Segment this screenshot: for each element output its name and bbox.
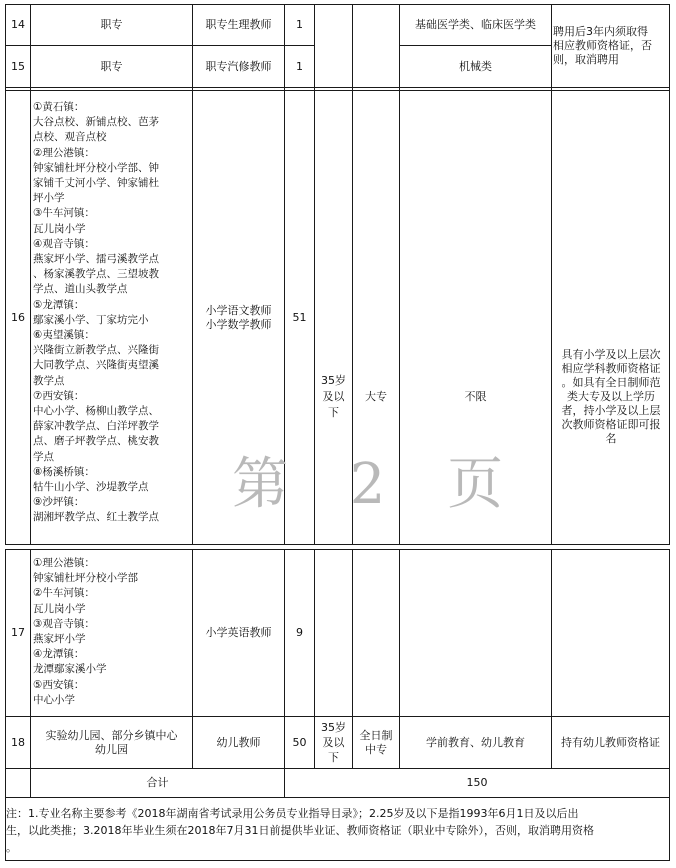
major-cell: 基础医学类、临床医学类 — [415, 18, 536, 31]
row-number: 17 — [11, 626, 25, 639]
count-cell: 50 — [292, 735, 307, 749]
row-number: 14 — [11, 18, 25, 31]
age-cell: 35岁 及以 下 — [321, 374, 346, 419]
major-cell: 不限 — [464, 390, 487, 403]
row-divider — [5, 797, 670, 798]
major-cell: 学前教育、幼儿教育 — [426, 735, 525, 749]
location-cell: ①黄石镇： 大谷点校、新铺点校、芭茅 点校、观音点校 ②理公港镇： 钟家铺杜坪分校小学部、钟 家铺千丈河小学、钟家铺杜 坪小学 ③牛车河镇： 瓦儿岗小学 ④观音寺镇： 燕家坪小学、擂弓溪教学点 、杨家溪教学点、三望坡教 学点、道山头教学点 ⑤龙潭镇： 鄢家溪小学、丁家坊完小 ⑥夷望溪镇： 兴隆街立新教学点、兴隆街 大同教学点、兴隆街夷望溪 教学点 ⑦西安镇： 中心小学、杨柳山教学点、 薛家冲教学点、白洋坪教学 点、磨子坪教学点、桃安教 学点 ⑧杨溪桥镇： 牯牛山小学、沙堤教学点 ⑨沙坪镇： 湖湘坪教学点、红土教学点 — [33, 101, 159, 524]
row-number: 15 — [11, 59, 25, 73]
table-border — [5, 860, 670, 861]
education-cell: 全日制 中专 — [359, 728, 393, 756]
count-cell: 9 — [296, 626, 303, 639]
row-number: 16 — [11, 310, 25, 324]
education-cell: 大专 — [365, 390, 387, 403]
total-value: 150 — [466, 776, 488, 789]
post-cell: 小学语文教师 小学数学教师 — [205, 303, 272, 331]
post-cell: 职专生理教师 — [205, 18, 272, 31]
col-divider — [551, 4, 552, 545]
other-requirement-cell: 具有小学及以上层次 相应学科教师资格证 。如具有全日制师范 类大专及以上学历 者，持小学及以上层 次教师资格证即可报 名 — [561, 348, 661, 445]
col-divider — [669, 4, 670, 545]
post-cell: 小学英语教师 — [205, 626, 272, 639]
count-cell: 1 — [296, 59, 303, 73]
location-cell: 职专 — [100, 18, 123, 31]
age-cell: 35岁 及以 下 — [321, 721, 346, 764]
count-cell: 1 — [296, 18, 303, 31]
other-requirement-cell: 聘用后3年内须取得 相应教师资格证，否 则，取消聘用 — [553, 25, 652, 66]
footnote: 注：1.专业名称主要参考《2018年湖南省考试录用公务员专业指导目录》；2.25岁及以下是指1993年6月1日及以后出 生，以此类推；3.2018年毕业生须在2018年7月31日前提供毕业证、教师资格证（职业中专除外），否则，取消聘用资格 。 — [6, 807, 594, 854]
count-cell: 51 — [292, 310, 307, 324]
post-cell: 幼儿教师 — [216, 735, 261, 749]
location-cell: ①理公港镇： 钟家铺杜坪分校小学部 ②牛车河镇： 瓦儿岗小学 ③观音寺镇： 燕家坪小学 ④龙潭镇： 龙潭鄢家溪小学 ⑤西安镇： 中心小学 — [33, 557, 138, 706]
location-cell: 实验幼儿园、部分乡镇中心 幼儿园 — [45, 728, 178, 756]
major-cell: 机械类 — [459, 59, 492, 73]
location-cell: 职专 — [100, 59, 123, 73]
page-watermark: 第 2 页 — [232, 452, 526, 517]
other-requirement-cell: 持有幼儿教师资格证 — [561, 735, 660, 749]
row-divider — [5, 87, 670, 88]
row-number: 18 — [11, 735, 25, 749]
total-label: 合计 — [146, 776, 169, 789]
post-cell: 职专汽修教师 — [205, 59, 272, 73]
